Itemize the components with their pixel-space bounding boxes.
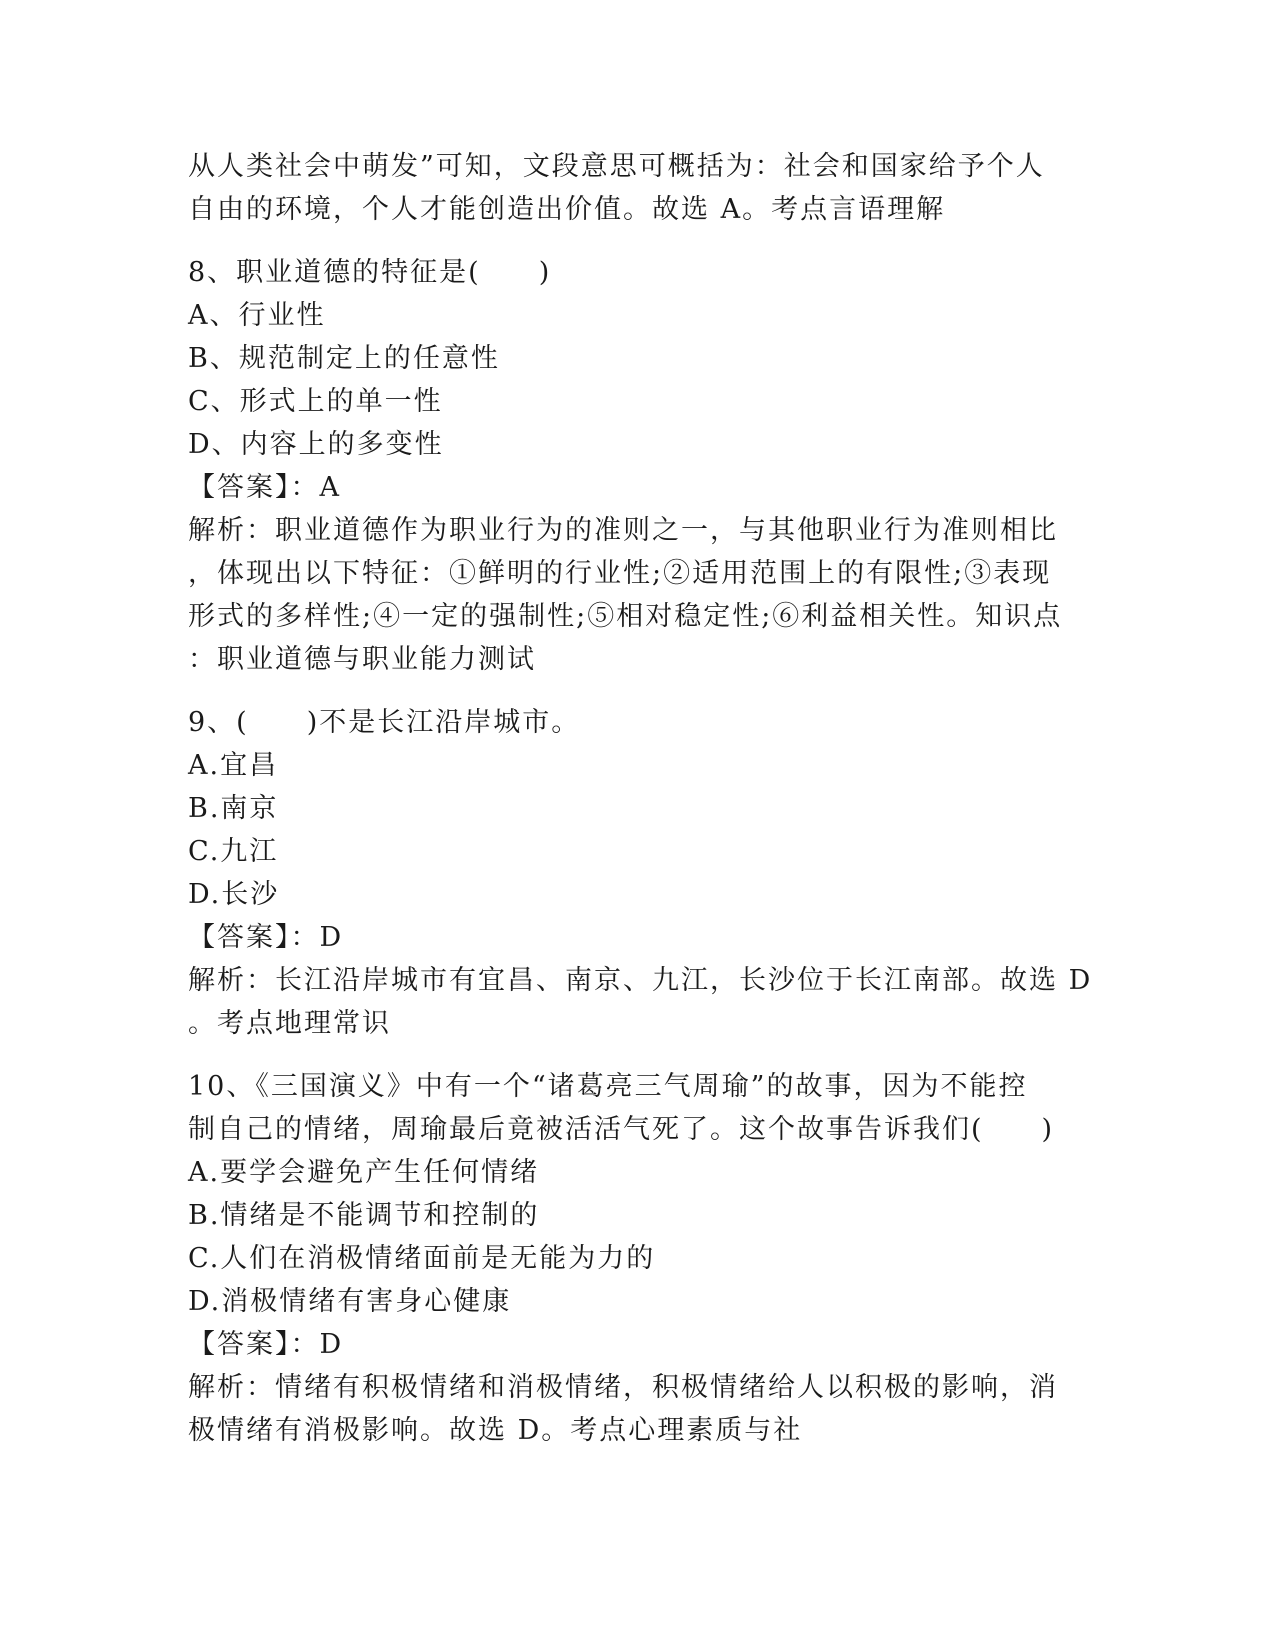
option-b: B、规范制定上的任意性 xyxy=(188,343,500,374)
document-page xyxy=(188,145,1093,1452)
option-c: C、形式上的单一性 xyxy=(188,386,443,417)
analysis-line: ，体现出以下特征：①鲜明的行业性;②适用范围上的有限性;③表现 xyxy=(188,558,1052,589)
text-line: 自由的环境，个人才能创造出价值。故选 A。考点言语理解 xyxy=(188,194,946,225)
option-d: D.长沙 xyxy=(188,879,280,910)
analysis-line: 解析：职业道德作为职业行为的准则之一，与其他职业行为准则相比 xyxy=(188,515,1058,546)
analysis-line: ：职业道德与职业能力测试 xyxy=(188,644,536,675)
question-text: 9、( )不是长江沿岸城市。 xyxy=(188,707,581,738)
analysis-line: 形式的多样性;④一定的强制性;⑤相对稳定性;⑥利益相关性。知识点 xyxy=(188,601,1063,632)
option-a: A、行业性 xyxy=(188,300,326,331)
question-text: 8、职业道德的特征是( ) xyxy=(188,257,552,288)
analysis-line: 。考点地理常识 xyxy=(188,1008,391,1039)
intro-analysis-continuation xyxy=(188,145,1088,231)
option-d: D.消极情绪有害身心健康 xyxy=(188,1286,512,1317)
option-b: B.情绪是不能调节和控制的 xyxy=(188,1200,540,1231)
analysis-line: 解析：情绪有积极情绪和消极情绪，积极情绪给人以积极的影响，消 xyxy=(188,1372,1058,1403)
question-text: 制自己的情绪，周瑜最后竟被活活气死了。这个故事告诉我们( ) xyxy=(188,1114,1055,1145)
answer: 【答案】：A xyxy=(188,472,341,503)
option-c: C.人们在消极情绪面前是无能为力的 xyxy=(188,1243,656,1274)
option-b: B.南京 xyxy=(188,793,279,824)
answer: 【答案】：D xyxy=(188,1329,344,1360)
answer: 【答案】：D xyxy=(188,922,344,953)
question-9 xyxy=(188,701,1093,1045)
question-10 xyxy=(188,1065,1088,1452)
question-text: 10、《三国演义》中有一个“诸葛亮三气周瑜”的故事，因为不能控 xyxy=(188,1071,1028,1102)
option-c: C.九江 xyxy=(188,836,279,867)
text-line: 从人类社会中萌发”可知，文段意思可概括为：社会和国家给予个人 xyxy=(188,151,1045,182)
analysis-line: 极情绪有消极影响。故选 D。考点心理素质与社 xyxy=(188,1415,803,1446)
option-a: A.宜昌 xyxy=(188,750,279,781)
question-8 xyxy=(188,251,1088,681)
option-a: A.要学会避免产生任何情绪 xyxy=(188,1157,540,1188)
option-d: D、内容上的多变性 xyxy=(188,429,444,460)
analysis-line: 解析：长江沿岸城市有宜昌、南京、九江，长沙位于长江南部。故选 D xyxy=(188,965,1093,996)
